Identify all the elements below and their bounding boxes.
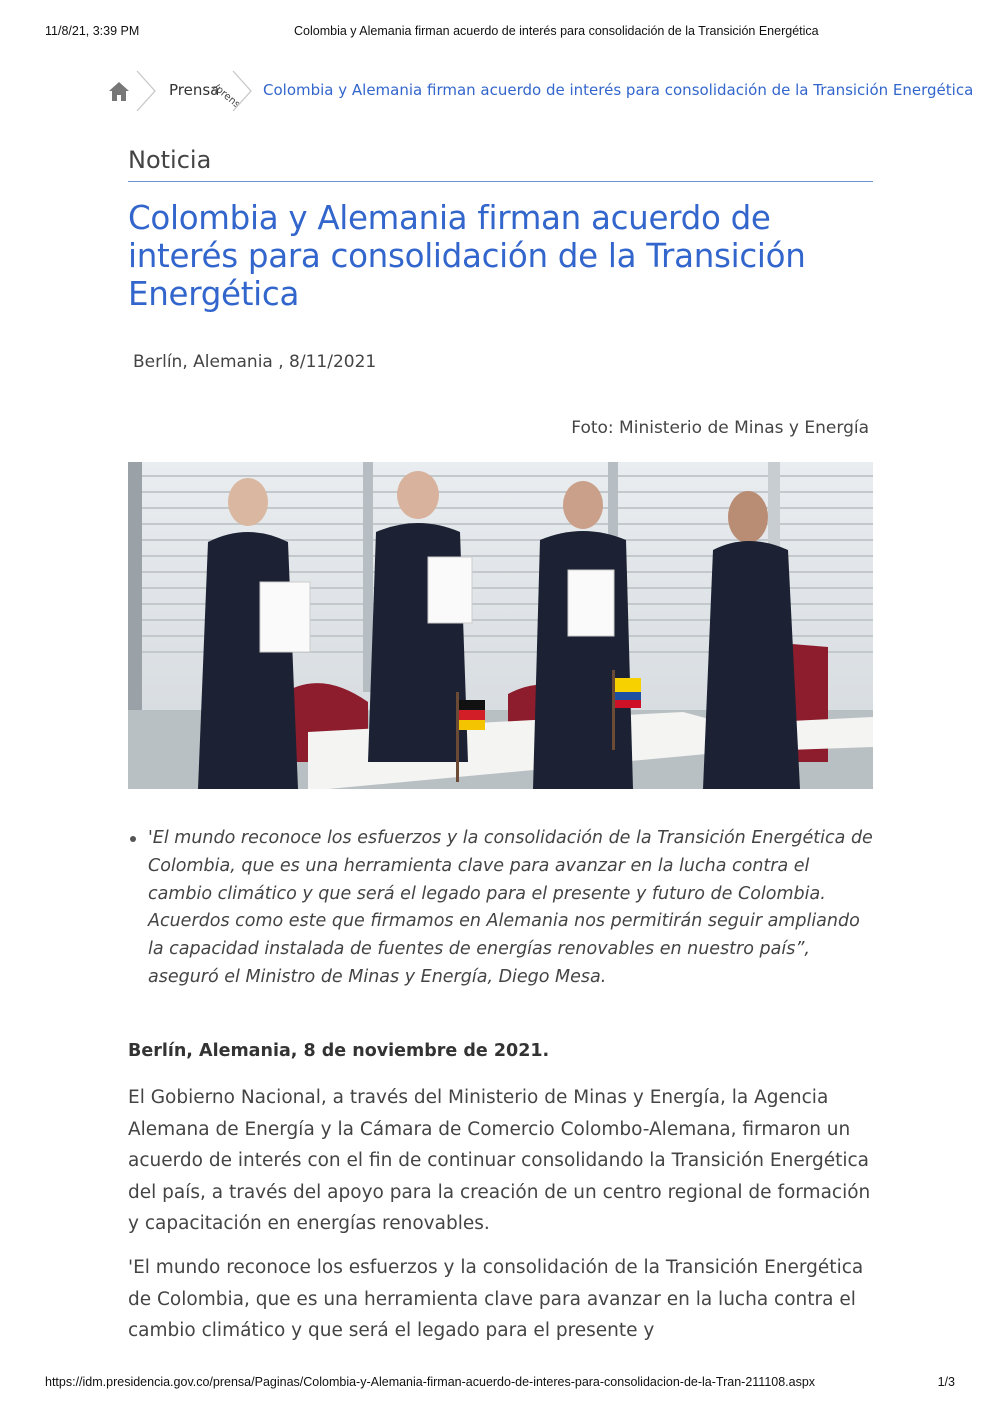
breadcrumb-current-page[interactable]: Colombia y Alemania firman acuerdo de interés para consolidación de la Transición Energética: [263, 81, 974, 99]
breadcrumb-prensa-link[interactable]: Prensa: [169, 81, 220, 99]
page-number: 1/3: [937, 1375, 955, 1389]
photo-credit: Foto: Ministerio de Minas y Energía: [571, 418, 869, 438]
article-photo: [128, 462, 873, 789]
breadcrumb-separator-icon: [135, 70, 157, 112]
print-document-title: Colombia y Alemania firman acuerdo de interés para consolidación de la Transición Energética: [294, 24, 819, 38]
section-divider: [128, 181, 873, 182]
bullet-icon: [130, 836, 136, 842]
section-label: Noticia: [128, 146, 212, 174]
print-footer: [0, 1375, 1000, 1393]
breadcrumb: [105, 70, 974, 112]
print-header: [0, 24, 1000, 42]
print-datetime: 11/8/21, 3:39 PM: [45, 24, 140, 38]
breadcrumb-rotated-fragment: /prens: [210, 82, 242, 111]
article-paragraph: 'El mundo reconoce los esfuerzos y la consolidación de la Transición Energética de Colombia, que es una herramienta clave para avanzar en la lucha contra el cambio climático y que será el legado para el presente y: [128, 1257, 864, 1342]
print-url: https://idm.presidencia.gov.co/prensa/Paginas/Colombia-y-Alemania-firman-acuerdo-de-interes-para-consolidacion-de-la-Tran-211108.aspx: [45, 1375, 816, 1389]
article-highlights: [128, 825, 878, 992]
article-dateline: Berlín, Alemania , 8/11/2021: [133, 352, 377, 372]
highlight-text: 'El mundo reconoce los esfuerzos y la consolidación de la Transición Energética de Colombia, que es una herramienta clave para avanzar en la lucha contra el cambio climático y que será el legado para el presente y futuro de Colombia. Acuerdos como este que firmamos en Alemania nos permitirán seguir ampliando la capacidad instalada de fuentes de energías renovables en nuestro país”, aseguró el Ministro de Minas y Energía, Diego Mesa.: [148, 828, 873, 987]
article-title: Colombia y Alemania firman acuerdo de interés para consolidación de la Transición Energética: [128, 199, 806, 313]
article-lead: Berlín, Alemania, 8 de noviembre de 2021.: [128, 1041, 550, 1061]
breadcrumb-separator-icon: [231, 70, 253, 112]
highlight-quote: [148, 825, 878, 992]
home-icon[interactable]: [105, 78, 133, 104]
article-paragraph: El Gobierno Nacional, a través del Ministerio de Minas y Energía, la Agencia Alemana de Energía y la Cámara de Comercio Colombo-Alemana, firmaron un acuerdo de interés con el fin de continuar consolidando la Transición Energética del país, a través del apoyo para la creación de un centro regional de formación y capacitación en energías renovables.: [128, 1087, 871, 1235]
